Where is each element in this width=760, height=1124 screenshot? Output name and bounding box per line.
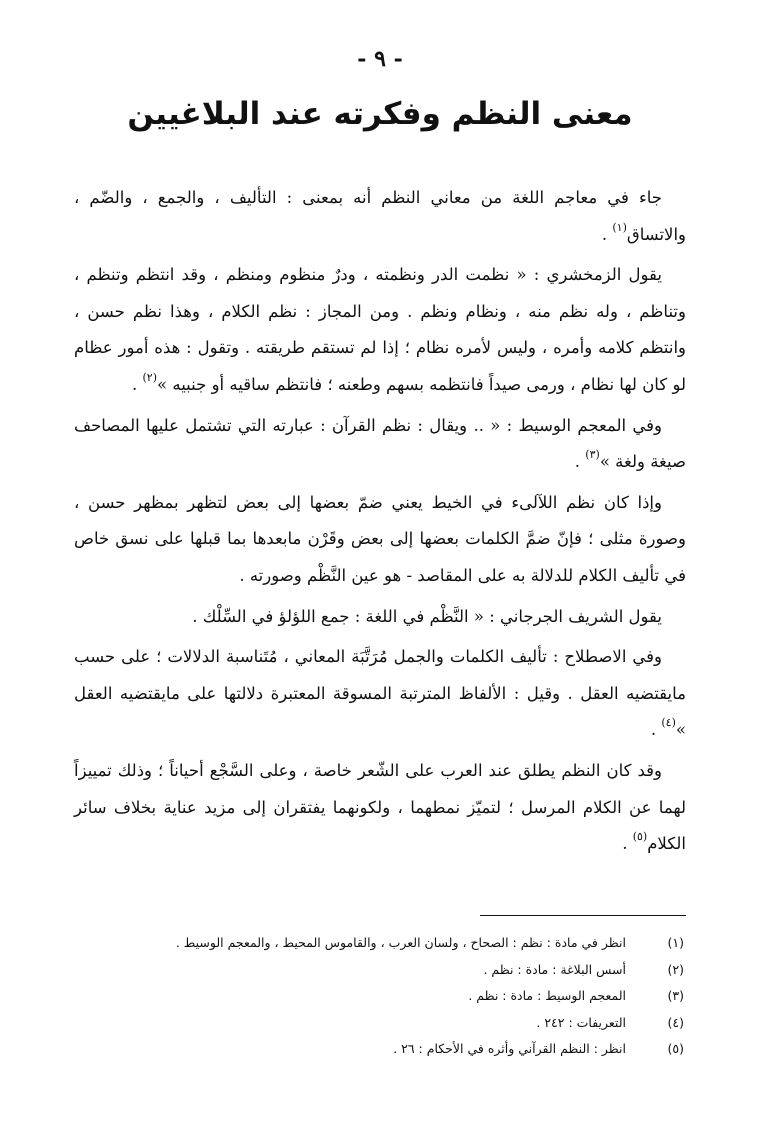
- paragraph-text: وقد كان النظم يطلق عند العرب على الشّعر خاصة ، وعلى السَّجْع أحياناً ؛ وذلك تمييزاً لهما عن الكلام المرسل ؛ لتميّز نمطهما ، ولكونهما يفتقران إلى مزيد عناية بخلاف سائر الكلام: [74, 760, 686, 854]
- page-title: معنى النظم وفكرته عند البلاغيين: [127, 96, 633, 132]
- footnote-number: (٢): [667, 961, 684, 977]
- footnote-item: [74, 983, 684, 1010]
- footnote-item: [74, 957, 684, 984]
- paragraph-text: وفي الاصطلاح : تأليف الكلمات والجمل مُرَتَّبَة المعاني ، مُتَناسبة الدلالات ؛ على حسب مايقتضيه العقل . وقيل : الألفاظ المترتبة المسوقة المعتبرة دلالتها على مايقتضيه العقل »: [74, 647, 686, 740]
- footnote-ref: (٤): [661, 716, 676, 730]
- footnote-text: التعريفات : ٢٤٢ .: [536, 1014, 626, 1030]
- paragraph-text: يقول الشريف الجرجاني : « النَّظْم في اللغة : جمع اللؤلؤ في السِّلْك .: [192, 606, 662, 626]
- paragraph: [74, 599, 686, 636]
- paragraph-text: جاء في معاجم اللغة من معاني النظم أنه بمعنى : التأليف ، والجمع ، والضّم ، والاتساق: [74, 188, 686, 244]
- paragraph: [74, 180, 686, 253]
- footnote-ref: (١): [612, 220, 627, 234]
- footnote-item: [74, 1036, 684, 1063]
- footnote-text: انظر في مادة : نظم : الصحاح ، ولسان العرب ، والقاموس المحيط ، والمعجم الوسيط .: [175, 935, 626, 950]
- footnote-number: (١): [667, 935, 684, 950]
- footnote-ref: (٣): [585, 448, 600, 462]
- paragraph: [74, 257, 686, 403]
- footnote-ref: (٢): [142, 370, 158, 384]
- body-text: [74, 180, 686, 867]
- paragraph: [74, 753, 686, 863]
- footnote-number: (٣): [667, 988, 684, 1003]
- paragraph-end: .: [601, 224, 613, 244]
- paragraph-end: .: [574, 452, 586, 472]
- footnote-text: المعجم الوسيط : مادة : نظم .: [468, 988, 626, 1003]
- footnote-number: (٥): [667, 1041, 684, 1056]
- paragraph: [74, 485, 686, 595]
- paragraph-text: وفي المعجم الوسيط : « .. ويقال : نظم القرآن : عبارته التي تشتمل عليها المصاحف صيغة ولغة »: [74, 415, 686, 472]
- footnote-item: [74, 1010, 684, 1037]
- paragraph-text: يقول الزمخشري : « نظمت الدر ونظمته ، ودرٌ منظوم ومنظم ، وقد انتظم وتنظم ، وتناظم ، وله نظم منه ، ونظام ونظم . ومن المجاز : نظم الكلام ، وهذا نظم حسن ، وانتظم كلامه وأمره ، وليس لأمره نظام ؛ إذا لم تستقم طريقته . وتقول : هذه أمور عظام لو كان لها نظام ، ورمى صيداً فانتظمه بسهم وطعنه ؛ فانتظم ساقيه أو جنبيه »: [74, 265, 686, 394]
- footnotes-list: [74, 930, 684, 1063]
- paragraph-end: .: [132, 374, 143, 394]
- paragraph-text: وإذا كان نظم اللآلىء في الخيط يعني ضمّ بعضها إلى بعض لتظهر بمظهر حسن ، وصورة مثلى ؛ فإنّ ضمَّ الكلمات بعضها إلى بعض وقَرْن مابعدها بما قبلها على نسق خاص في تأليف الكلام للدلالة به على المقاصد - هو عين النَّظْم وصورته .: [74, 492, 686, 585]
- paragraph-end: .: [650, 720, 662, 740]
- footnote-item: [74, 930, 684, 957]
- paragraph: [74, 408, 686, 481]
- footnote-text: أسس البلاغة : مادة : نظم .: [483, 961, 626, 977]
- paragraph-end: .: [622, 834, 633, 854]
- footnote-text: انظر : النظم القرآني وأثره في الأحكام : ٢٦ .: [393, 1041, 626, 1056]
- paragraph: [74, 639, 686, 749]
- page-number: - ٩ -: [357, 46, 403, 72]
- footnote-ref: (٥): [632, 830, 648, 844]
- footnote-number: (٤): [667, 1014, 684, 1030]
- footnote-divider: [480, 915, 686, 916]
